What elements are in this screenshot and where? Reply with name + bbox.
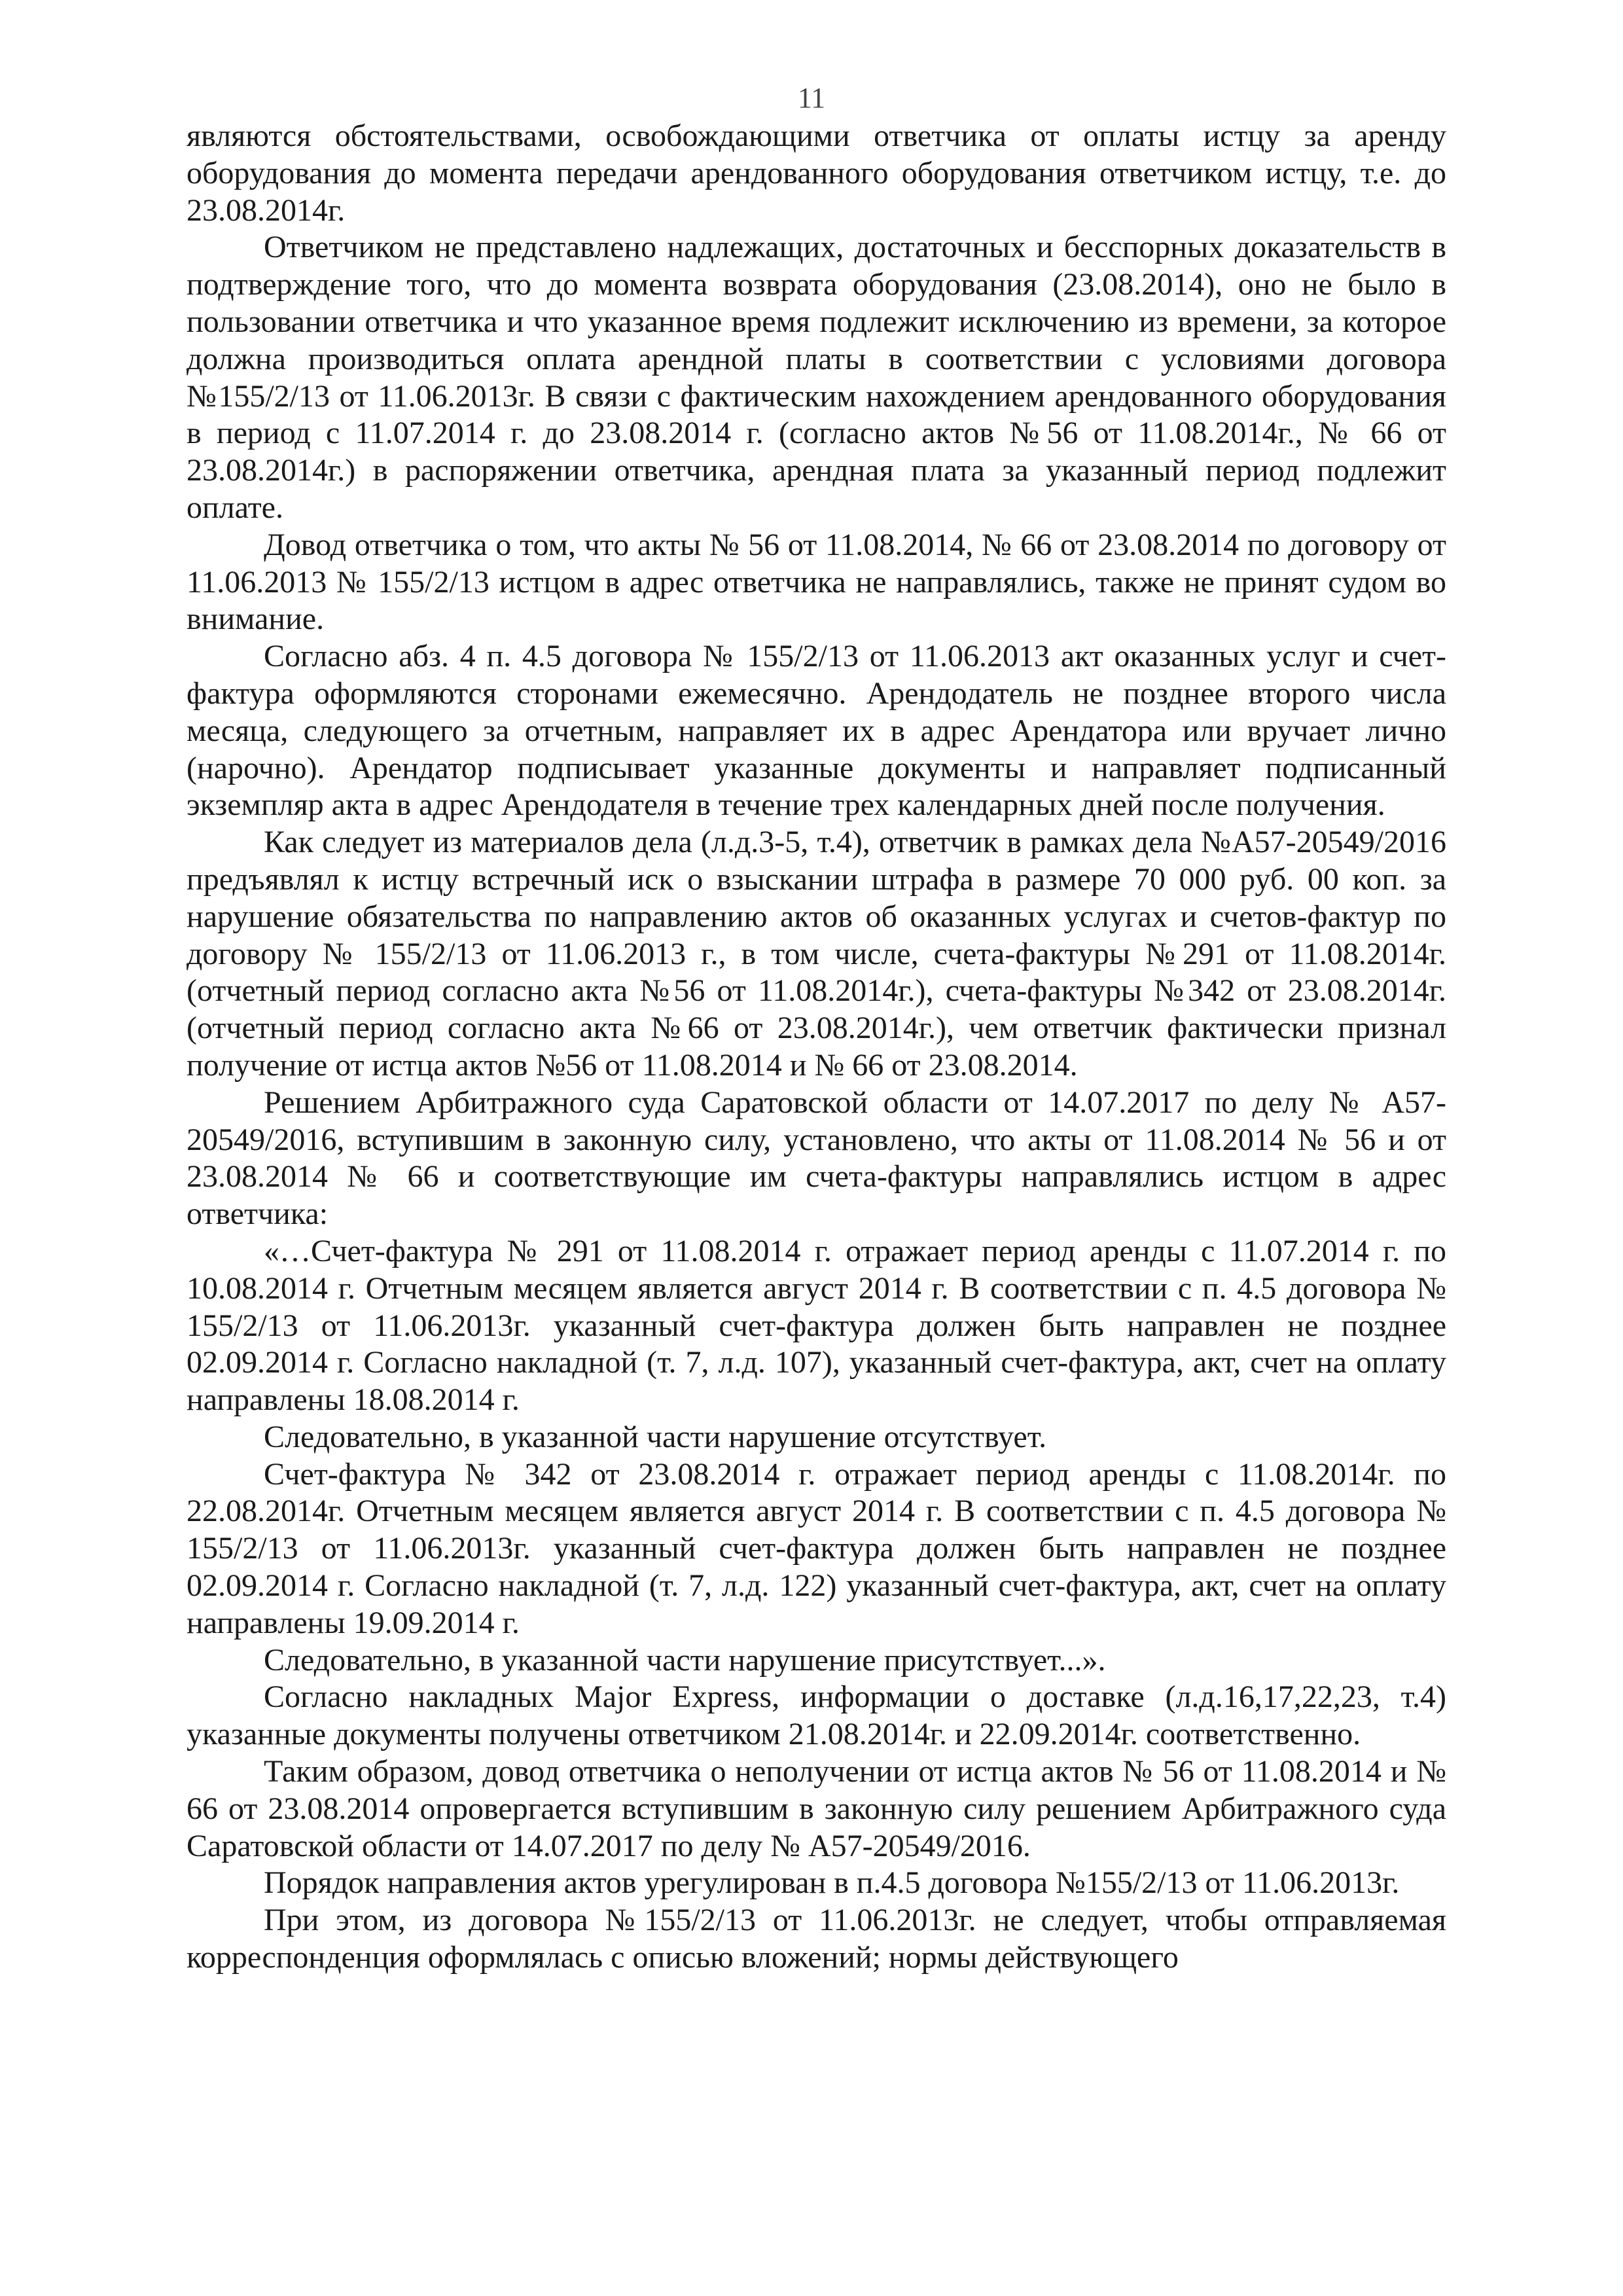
quote-conclusion-absent: Следовательно, в указанной части нарушение отсутствует.: [264, 1419, 1047, 1454]
quote-invoice-342: Счет-фактура № 342 от 23.08.2014 г. отражает период аренды с 11.08.2014г. по 22.08.2014г. Отчетным месяцем является август 2014 г. В соответствии с п. 4.5 договора № 155/2/13 от 11.06.2013г. указанный счет-фактура должен быть направлен не позднее 02.09.2014 г. Согласно накладной (т. 7, л.д. 122) указанный счет-фактура, акт, счет на оплату направлены 19.09.2014 г.: [187, 1456, 1446, 1640]
paragraph-delivery: Согласно накладных Major Express, информации о доставке (л.д.16,17,22,23, т.4) указанные документы получены ответчиком 21.08.2014г. и 22.09.2014г. соответственно.: [187, 1679, 1446, 1752]
paragraph-court-decision: Решением Арбитражного суда Саратовской области от 14.07.2017 по делу № А57-20549/2016, вступившим в законную силу, установлено, что акты от 11.08.2014 № 56 и от 23.08.2014 № 66 и соответствующие им счета-фактуры направлялись истцом в адрес ответчика:: [187, 1085, 1446, 1232]
paragraph-procedure: Порядок направления актов урегулирован в п.4.5 договора №155/2/13 от 11.06.2013г.: [264, 1865, 1400, 1901]
paragraph-contract-clause: Согласно абз. 4 п. 4.5 договора № 155/2/13 от 11.06.2013 акт оказанных услуг и счет-фактура оформляются сторонами ежемесячно. Арендодатель не позднее второго числа месяца, следующего за отчетным, направляет их в адрес Арендатора или вручает лично (нарочно). Арендатор подписывает указанные документы и направляет подписанный экземпляр акта в адрес Арендодателя в течение трех календарных дней после получения.: [187, 639, 1446, 823]
paragraph-evidence: Ответчиком не представлено надлежащих, достаточных и бесспорных доказательств в подтверждение того, что до момента возврата оборудования (23.08.2014), оно не было в пользовании ответчика и что указанное время подлежит исключению из времени, за которое должна производиться оплата арендной платы в соответствии с условиями договора №155/2/13 от 11.06.2013г. В связи с фактическим нахождением арендованного оборудования в период с 11.07.2014 г. до 23.08.2014 г. (согласно актов №56 от 11.08.2014г., № 66 от 23.08.2014г.) в распоряжении ответчика, арендная плата за указанный период подлежит оплате.: [187, 230, 1446, 525]
paragraph-refutation: Таким образом, довод ответчика о неполучении от истца актов № 56 от 11.08.2014 и № 66 от 23.08.2014 опровергается вступившим в законную силу решением Арбитражного суда Саратовской области от 14.07.2017 по делу № А57-20549/2016.: [187, 1754, 1446, 1863]
paragraph-case-materials: Как следует из материалов дела (л.д.3-5, т.4), ответчик в рамках дела №А57-20549/2016 предъявлял к истцу встречный иск о взыскании штрафа в размере 70 000 руб. 00 коп. за нарушение обязательства по направлению актов об оказанных услугах и счетов-фактур по договору № 155/2/13 от 11.06.2013 г., в том числе, счета-фактуры №291 от 11.08.2014г. (отчетный период согласно акта №56 от 11.08.2014г.), счета-фактуры №342 от 23.08.2014г. (отчетный период согласно акта №66 от 23.08.2014г.), чем ответчик фактически признал получение от истца актов №56 от 11.08.2014 и № 66 от 23.08.2014.: [187, 825, 1446, 1083]
paragraph-correspondence: При этом, из договора №155/2/13 от 11.06.2013г. не следует, чтобы отправляемая корреспонденция оформлялась с описью вложений; нормы действующего: [187, 1903, 1446, 1975]
page-number: 11: [797, 82, 826, 114]
paragraph-argument-acts: Довод ответчика о том, что акты № 56 от 11.08.2014, № 66 от 23.08.2014 по договору от 11.06.2013 № 155/2/13 истцом в адрес ответчика не направлялись, также не принят судом во внимание.: [187, 527, 1446, 637]
document-body: [187, 118, 1446, 1977]
paragraph-continuation: являются обстоятельствами, освобождающими ответчика от оплаты истцу за аренду оборудования до момента передачи арендованного оборудования ответчиком истцу, т.е. до 23.08.2014г.: [187, 118, 1446, 228]
quote-conclusion-present: Следовательно, в указанной части нарушение присутствует...».: [264, 1642, 1106, 1677]
quote-invoice-291: «…Счет-фактура № 291 от 11.08.2014 г. отражает период аренды с 11.07.2014 г. по 10.08.2014 г. Отчетным месяцем является август 2014 г. В соответствии с п. 4.5 договора № 155/2/13 от 11.06.2013г. указанный счет-фактура должен быть направлен не позднее 02.09.2014 г. Согласно накладной (т. 7, л.д. 107), указанный счет-фактура, акт, счет на оплату направлены 18.08.2014 г.: [187, 1233, 1446, 1418]
